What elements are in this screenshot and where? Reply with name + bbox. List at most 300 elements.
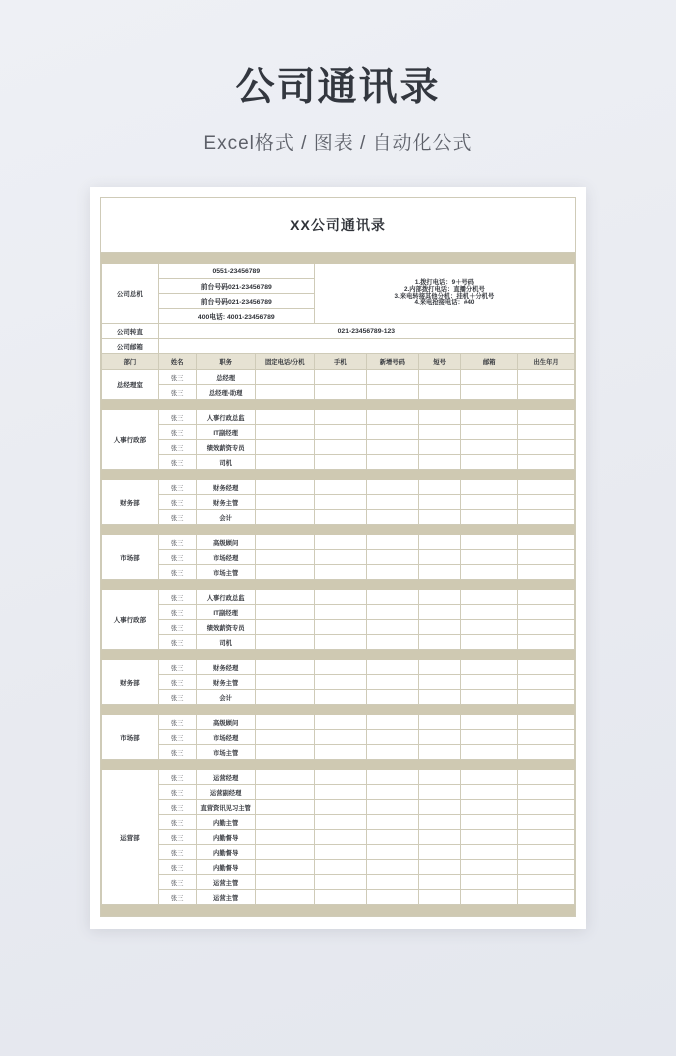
empty-cell[interactable]: [255, 770, 314, 785]
name-cell[interactable]: 张三: [158, 785, 196, 800]
title-cell[interactable]: 会计: [196, 510, 255, 525]
empty-cell[interactable]: [518, 370, 575, 385]
empty-cell[interactable]: [366, 690, 418, 705]
name-cell[interactable]: 张三: [158, 715, 196, 730]
table-row: [102, 550, 575, 565]
name-cell[interactable]: 张三: [158, 620, 196, 635]
name-cell[interactable]: 张三: [158, 495, 196, 510]
dial-tip-line: 3.来电转接其他分机：挂机＋分机号: [394, 292, 495, 300]
empty-cell[interactable]: [255, 690, 314, 705]
empty-cell[interactable]: [366, 565, 418, 580]
empty-cell[interactable]: [314, 875, 366, 890]
empty-cell[interactable]: [418, 875, 461, 890]
empty-cell[interactable]: [255, 715, 314, 730]
dial-tip-line: 1.拨打电话：9＋号码: [414, 278, 474, 286]
empty-cell[interactable]: [418, 845, 461, 860]
fax-value[interactable]: 021-23456789-123: [158, 324, 574, 339]
empty-cell[interactable]: [461, 890, 518, 905]
empty-cell[interactable]: [314, 565, 366, 580]
empty-cell[interactable]: [314, 550, 366, 565]
empty-cell[interactable]: [518, 385, 575, 400]
document-title: XX公司通讯录: [101, 198, 575, 253]
table-row: [102, 830, 575, 845]
separator-cell: [102, 400, 575, 410]
empty-cell[interactable]: [461, 730, 518, 745]
empty-cell[interactable]: [461, 440, 518, 455]
empty-cell[interactable]: [366, 385, 418, 400]
empty-cell[interactable]: [518, 770, 575, 785]
column-header-4: 手机: [314, 354, 366, 370]
empty-cell[interactable]: [518, 875, 575, 890]
name-cell[interactable]: 张三: [158, 830, 196, 845]
title-cell[interactable]: 人事行政总监: [196, 410, 255, 425]
empty-cell[interactable]: [314, 730, 366, 745]
name-cell[interactable]: 张三: [158, 425, 196, 440]
empty-cell[interactable]: [366, 675, 418, 690]
empty-cell[interactable]: [418, 495, 461, 510]
title-cell[interactable]: 司机: [196, 635, 255, 650]
empty-cell[interactable]: [461, 800, 518, 815]
empty-cell[interactable]: [518, 815, 575, 830]
empty-cell[interactable]: [314, 785, 366, 800]
table-row: [102, 635, 575, 650]
empty-cell[interactable]: [314, 495, 366, 510]
empty-cell[interactable]: [314, 535, 366, 550]
empty-cell[interactable]: [518, 440, 575, 455]
title-cell[interactable]: 会计: [196, 690, 255, 705]
empty-cell[interactable]: [418, 890, 461, 905]
empty-cell[interactable]: [461, 745, 518, 760]
group-separator: [102, 525, 575, 535]
switchboard-row: [102, 264, 575, 279]
empty-cell[interactable]: [518, 480, 575, 495]
empty-cell[interactable]: [366, 535, 418, 550]
name-cell[interactable]: 张三: [158, 860, 196, 875]
title-cell[interactable]: 运营经理: [196, 770, 255, 785]
empty-cell[interactable]: [418, 370, 461, 385]
empty-cell[interactable]: [418, 815, 461, 830]
empty-cell[interactable]: [518, 730, 575, 745]
empty-cell[interactable]: [314, 440, 366, 455]
empty-cell[interactable]: [255, 455, 314, 470]
empty-cell[interactable]: [366, 745, 418, 760]
fax-row: [102, 324, 575, 339]
empty-cell[interactable]: [314, 425, 366, 440]
name-cell[interactable]: 张三: [158, 510, 196, 525]
empty-cell[interactable]: [518, 590, 575, 605]
empty-cell[interactable]: [518, 690, 575, 705]
empty-cell[interactable]: [255, 675, 314, 690]
name-cell[interactable]: 张三: [158, 385, 196, 400]
empty-cell[interactable]: [314, 860, 366, 875]
empty-cell[interactable]: [366, 620, 418, 635]
empty-cell[interactable]: [366, 770, 418, 785]
empty-cell[interactable]: [518, 715, 575, 730]
empty-cell[interactable]: [518, 455, 575, 470]
empty-cell[interactable]: [314, 455, 366, 470]
column-header-3: 固定电话/分机: [255, 354, 314, 370]
title-cell[interactable]: 总经理: [196, 370, 255, 385]
table-row: [102, 845, 575, 860]
title-cell[interactable]: 内勤督导: [196, 830, 255, 845]
empty-cell[interactable]: [255, 830, 314, 845]
empty-cell[interactable]: [255, 620, 314, 635]
table-row: [102, 410, 575, 425]
empty-cell[interactable]: [418, 770, 461, 785]
title-cell[interactable]: 司机: [196, 455, 255, 470]
empty-cell[interactable]: [461, 715, 518, 730]
empty-cell[interactable]: [518, 845, 575, 860]
title-cell[interactable]: 人事行政总监: [196, 590, 255, 605]
name-cell[interactable]: 张三: [158, 410, 196, 425]
title-cell[interactable]: 财务经理: [196, 480, 255, 495]
name-cell[interactable]: 张三: [158, 730, 196, 745]
dept-cell: 市场部: [102, 535, 159, 580]
empty-cell[interactable]: [418, 410, 461, 425]
group-separator: [102, 400, 575, 410]
empty-cell[interactable]: [314, 745, 366, 760]
table-row: [102, 385, 575, 400]
empty-cell[interactable]: [314, 675, 366, 690]
empty-cell[interactable]: [314, 890, 366, 905]
switchboard-value[interactable]: 400电话: 4001-23456789: [158, 309, 314, 324]
table-row: [102, 815, 575, 830]
empty-cell[interactable]: [366, 815, 418, 830]
name-cell[interactable]: 张三: [158, 690, 196, 705]
empty-cell[interactable]: [255, 890, 314, 905]
name-cell[interactable]: 张三: [158, 480, 196, 495]
empty-cell[interactable]: [366, 440, 418, 455]
empty-cell[interactable]: [418, 440, 461, 455]
empty-cell[interactable]: [461, 495, 518, 510]
table-row: [102, 455, 575, 470]
title-cell[interactable]: 内勤督导: [196, 860, 255, 875]
mail-label: 公司邮箱: [102, 339, 159, 354]
title-cell[interactable]: 运营副经理: [196, 785, 255, 800]
title-cell[interactable]: 内勤主管: [196, 815, 255, 830]
title-cell[interactable]: 市场经理: [196, 730, 255, 745]
empty-cell[interactable]: [366, 660, 418, 675]
empty-cell[interactable]: [461, 690, 518, 705]
title-cell[interactable]: 财务主管: [196, 495, 255, 510]
empty-cell[interactable]: [255, 440, 314, 455]
name-cell[interactable]: 张三: [158, 590, 196, 605]
title-cell[interactable]: 运营主管: [196, 890, 255, 905]
empty-cell[interactable]: [518, 565, 575, 580]
empty-cell[interactable]: [461, 875, 518, 890]
empty-cell[interactable]: [418, 730, 461, 745]
empty-cell[interactable]: [314, 370, 366, 385]
empty-cell[interactable]: [255, 860, 314, 875]
name-cell[interactable]: 张三: [158, 815, 196, 830]
empty-cell[interactable]: [418, 455, 461, 470]
empty-cell[interactable]: [366, 605, 418, 620]
empty-cell[interactable]: [461, 620, 518, 635]
empty-cell[interactable]: [418, 480, 461, 495]
empty-cell[interactable]: [255, 385, 314, 400]
empty-cell[interactable]: [461, 830, 518, 845]
empty-cell[interactable]: [255, 590, 314, 605]
name-cell[interactable]: 张三: [158, 550, 196, 565]
empty-cell[interactable]: [418, 590, 461, 605]
title-cell[interactable]: 绩效薪资专员: [196, 620, 255, 635]
empty-cell[interactable]: [418, 715, 461, 730]
table-row: [102, 590, 575, 605]
empty-cell[interactable]: [518, 660, 575, 675]
switchboard-value[interactable]: 0551-23456789: [158, 264, 314, 279]
empty-cell[interactable]: [518, 550, 575, 565]
empty-cell[interactable]: [418, 550, 461, 565]
empty-cell[interactable]: [418, 745, 461, 760]
empty-cell[interactable]: [518, 535, 575, 550]
empty-cell[interactable]: [518, 675, 575, 690]
empty-cell[interactable]: [461, 675, 518, 690]
name-cell[interactable]: 张三: [158, 745, 196, 760]
empty-cell[interactable]: [518, 635, 575, 650]
empty-cell[interactable]: [366, 800, 418, 815]
empty-cell[interactable]: [314, 690, 366, 705]
empty-cell[interactable]: [461, 385, 518, 400]
empty-cell[interactable]: [366, 875, 418, 890]
empty-cell[interactable]: [255, 535, 314, 550]
title-cell[interactable]: 市场主管: [196, 745, 255, 760]
empty-cell[interactable]: [518, 785, 575, 800]
column-header-1: 姓名: [158, 354, 196, 370]
empty-cell[interactable]: [366, 410, 418, 425]
name-cell[interactable]: 张三: [158, 455, 196, 470]
name-cell[interactable]: 张三: [158, 770, 196, 785]
table-row: [102, 785, 575, 800]
empty-cell[interactable]: [314, 715, 366, 730]
empty-cell[interactable]: [461, 550, 518, 565]
title-cell[interactable]: 总经理-助理: [196, 385, 255, 400]
empty-cell[interactable]: [366, 510, 418, 525]
empty-cell[interactable]: [314, 660, 366, 675]
document-sheet: [90, 187, 586, 929]
empty-cell[interactable]: [255, 730, 314, 745]
separator-cell: [102, 705, 575, 715]
empty-cell[interactable]: [314, 635, 366, 650]
empty-cell[interactable]: [255, 495, 314, 510]
empty-cell[interactable]: [461, 455, 518, 470]
empty-cell[interactable]: [366, 550, 418, 565]
empty-cell[interactable]: [418, 690, 461, 705]
empty-cell[interactable]: [366, 480, 418, 495]
empty-cell[interactable]: [518, 830, 575, 845]
empty-cell[interactable]: [461, 480, 518, 495]
empty-cell[interactable]: [255, 510, 314, 525]
empty-cell[interactable]: [518, 410, 575, 425]
empty-cell[interactable]: [314, 800, 366, 815]
empty-cell[interactable]: [366, 785, 418, 800]
empty-cell[interactable]: [461, 425, 518, 440]
empty-cell[interactable]: [255, 480, 314, 495]
title-cell[interactable]: 运营主管: [196, 875, 255, 890]
name-cell[interactable]: 张三: [158, 675, 196, 690]
name-cell[interactable]: 张三: [158, 370, 196, 385]
title-cell[interactable]: 市场主管: [196, 565, 255, 580]
empty-cell[interactable]: [461, 785, 518, 800]
empty-cell[interactable]: [314, 845, 366, 860]
empty-cell[interactable]: [418, 565, 461, 580]
empty-cell[interactable]: [255, 425, 314, 440]
title-cell[interactable]: 内勤督导: [196, 845, 255, 860]
empty-cell[interactable]: [366, 635, 418, 650]
empty-cell[interactable]: [461, 370, 518, 385]
empty-cell[interactable]: [418, 785, 461, 800]
empty-cell[interactable]: [255, 745, 314, 760]
name-cell[interactable]: 张三: [158, 890, 196, 905]
empty-cell[interactable]: [255, 660, 314, 675]
empty-cell[interactable]: [418, 535, 461, 550]
band-cell: [102, 254, 575, 264]
empty-cell[interactable]: [461, 510, 518, 525]
column-header-row: [102, 354, 575, 370]
separator-cell: [102, 470, 575, 480]
table-row: [102, 690, 575, 705]
empty-cell[interactable]: [314, 830, 366, 845]
empty-cell[interactable]: [461, 815, 518, 830]
empty-cell[interactable]: [418, 860, 461, 875]
group-separator: [102, 760, 575, 770]
empty-cell[interactable]: [366, 715, 418, 730]
title-cell[interactable]: 高级顾问: [196, 715, 255, 730]
switchboard-value[interactable]: 前台号码021-23456789: [158, 294, 314, 309]
title-cell[interactable]: IT副经理: [196, 425, 255, 440]
empty-cell[interactable]: [461, 770, 518, 785]
empty-cell[interactable]: [418, 425, 461, 440]
empty-cell[interactable]: [461, 860, 518, 875]
empty-cell[interactable]: [418, 605, 461, 620]
table-row: [102, 660, 575, 675]
empty-cell[interactable]: [255, 845, 314, 860]
name-cell[interactable]: 张三: [158, 565, 196, 580]
empty-cell[interactable]: [461, 605, 518, 620]
name-cell[interactable]: 张三: [158, 535, 196, 550]
empty-cell[interactable]: [366, 730, 418, 745]
empty-cell[interactable]: [255, 800, 314, 815]
empty-cell[interactable]: [314, 590, 366, 605]
title-cell[interactable]: 绩效薪资专员: [196, 440, 255, 455]
name-cell[interactable]: 张三: [158, 605, 196, 620]
mail-row: [102, 339, 575, 354]
group-separator: [102, 470, 575, 480]
empty-cell[interactable]: [461, 565, 518, 580]
empty-cell[interactable]: [366, 455, 418, 470]
empty-cell[interactable]: [518, 425, 575, 440]
empty-cell[interactable]: [366, 495, 418, 510]
table-row: [102, 480, 575, 495]
table-row: [102, 770, 575, 785]
empty-cell[interactable]: [518, 800, 575, 815]
mail-value[interactable]: [158, 339, 574, 354]
empty-cell[interactable]: [314, 770, 366, 785]
empty-cell[interactable]: [461, 410, 518, 425]
table-row: [102, 745, 575, 760]
column-header-7: 邮箱: [461, 354, 518, 370]
empty-cell[interactable]: [314, 410, 366, 425]
empty-cell[interactable]: [461, 590, 518, 605]
empty-cell[interactable]: [314, 510, 366, 525]
empty-cell[interactable]: [255, 565, 314, 580]
title-cell[interactable]: 高级顾问: [196, 535, 255, 550]
empty-cell[interactable]: [255, 815, 314, 830]
empty-cell[interactable]: [314, 480, 366, 495]
empty-cell[interactable]: [255, 785, 314, 800]
table-row: [102, 860, 575, 875]
empty-cell[interactable]: [366, 425, 418, 440]
empty-cell[interactable]: [366, 845, 418, 860]
footer-band: [101, 905, 575, 916]
name-cell[interactable]: 张三: [158, 800, 196, 815]
empty-cell[interactable]: [461, 635, 518, 650]
empty-cell[interactable]: [518, 860, 575, 875]
empty-cell[interactable]: [418, 510, 461, 525]
empty-cell[interactable]: [418, 660, 461, 675]
empty-cell[interactable]: [461, 535, 518, 550]
switchboard-value[interactable]: 前台号码021-23456789: [158, 279, 314, 294]
empty-cell[interactable]: [518, 890, 575, 905]
name-cell[interactable]: 张三: [158, 660, 196, 675]
empty-cell[interactable]: [418, 635, 461, 650]
empty-cell[interactable]: [314, 815, 366, 830]
empty-cell[interactable]: [418, 385, 461, 400]
empty-cell[interactable]: [518, 620, 575, 635]
empty-cell[interactable]: [366, 830, 418, 845]
empty-cell[interactable]: [314, 605, 366, 620]
name-cell[interactable]: 张三: [158, 440, 196, 455]
empty-cell[interactable]: [366, 860, 418, 875]
empty-cell[interactable]: [418, 800, 461, 815]
name-cell[interactable]: 张三: [158, 875, 196, 890]
title-cell[interactable]: 市场经理: [196, 550, 255, 565]
switchboard-label: 公司总机: [102, 264, 159, 324]
empty-cell[interactable]: [255, 550, 314, 565]
empty-cell[interactable]: [366, 370, 418, 385]
empty-cell[interactable]: [255, 635, 314, 650]
title-cell[interactable]: 直营资讯见习主管: [196, 800, 255, 815]
title-cell[interactable]: IT副经理: [196, 605, 255, 620]
title-cell[interactable]: 财务主管: [196, 675, 255, 690]
name-cell[interactable]: 张三: [158, 635, 196, 650]
empty-cell[interactable]: [518, 605, 575, 620]
table-row: [102, 715, 575, 730]
name-cell[interactable]: 张三: [158, 845, 196, 860]
empty-cell[interactable]: [461, 660, 518, 675]
table-row: [102, 730, 575, 745]
empty-cell[interactable]: [518, 510, 575, 525]
empty-cell[interactable]: [418, 830, 461, 845]
empty-cell[interactable]: [255, 605, 314, 620]
empty-cell[interactable]: [314, 620, 366, 635]
empty-cell[interactable]: [518, 745, 575, 760]
empty-cell[interactable]: [461, 845, 518, 860]
title-cell[interactable]: 财务经理: [196, 660, 255, 675]
table-row: [102, 605, 575, 620]
empty-cell[interactable]: [518, 495, 575, 510]
dept-cell: 人事行政部: [102, 590, 159, 650]
empty-cell[interactable]: [314, 385, 366, 400]
empty-cell[interactable]: [255, 370, 314, 385]
empty-cell[interactable]: [366, 890, 418, 905]
column-header-2: 职务: [196, 354, 255, 370]
empty-cell[interactable]: [366, 590, 418, 605]
top-band: [102, 254, 575, 264]
empty-cell[interactable]: [418, 620, 461, 635]
empty-cell[interactable]: [255, 410, 314, 425]
empty-cell[interactable]: [418, 675, 461, 690]
empty-cell[interactable]: [255, 875, 314, 890]
